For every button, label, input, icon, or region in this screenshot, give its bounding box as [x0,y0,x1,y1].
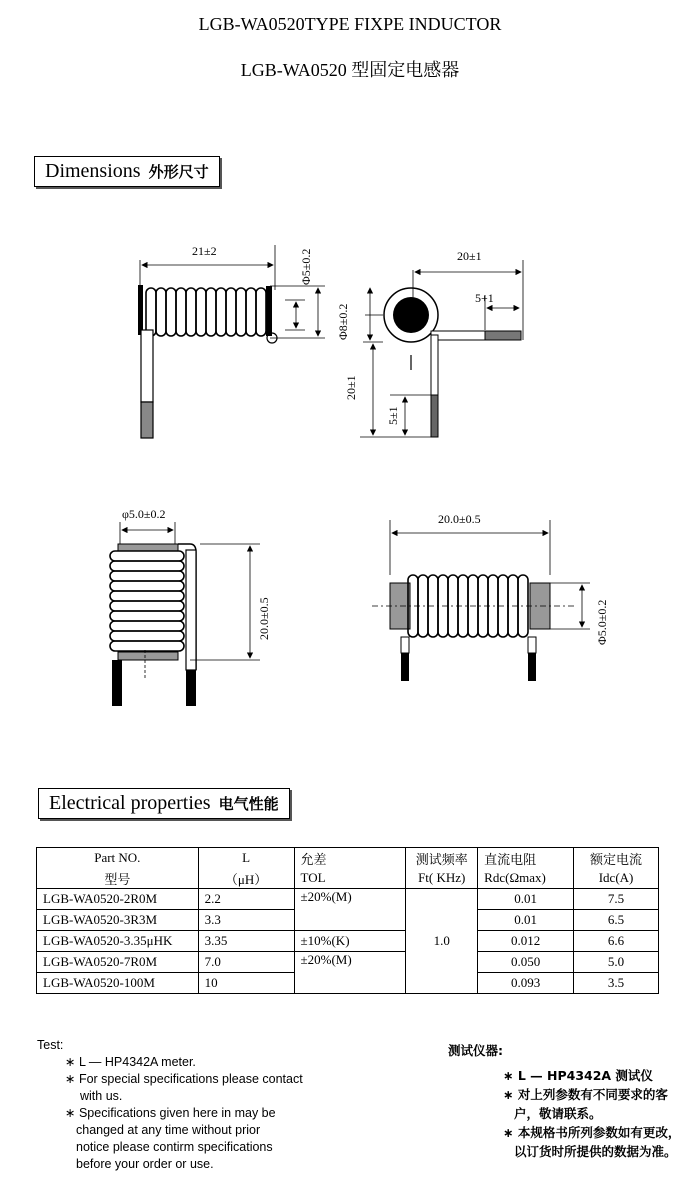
cell-rdc: 0.012 [478,931,574,952]
header-tol-en: TOL [294,868,406,889]
dimensions-label-cn: 外形尺寸 [148,163,209,181]
cell-idc: 5.0 [574,952,659,973]
dim-length-label: 21±2 [192,244,217,258]
cell-idc: 6.6 [574,931,659,952]
drawing-vertical-coil [100,500,290,715]
dim-outer-dia-label: Φ8±0.2 [336,303,350,340]
cell-tol-m2: ±20%(M) [294,952,406,994]
header-l: L [198,848,294,869]
test-heading-cn: 测试仪器: [448,1043,503,1058]
header-idc-unit: Idc(A) [574,868,659,889]
test-note-line: before your order or use. [76,1157,214,1171]
drawing-side-view [120,230,340,445]
cell-l: 10 [198,973,294,994]
table-header-row-2 [37,868,659,889]
title-cn: LGB-WA0520 型固定电感器 [240,60,460,80]
dim-vertical-height-label: 20.0±0.5 [257,597,271,640]
header-freq: 测试频率 [406,848,478,869]
drawing-end-view [335,240,535,445]
table-row [37,931,659,952]
test-note-line: changed at any time without prior [76,1123,261,1137]
test-note-line: with us. [80,1089,123,1103]
test-note-line-cn: 以订货时所提供的数据为准。 [514,1144,677,1159]
header-l-unit: （μH） [198,868,294,889]
cell-part: LGB-WA0520-3R3M [37,910,199,931]
electrical-label-cn: 电气性能 [218,795,279,813]
dim-horizontal-dia-label: Φ5.0±0.2 [595,599,609,645]
cell-rdc: 0.093 [478,973,574,994]
cell-idc: 7.5 [574,889,659,910]
cell-tol-m: ±20%(M) [294,889,406,931]
cell-part: LGB-WA0520-100M [37,973,199,994]
dim-vertical-dia-label: φ5.0±0.2 [122,507,166,521]
cell-part: LGB-WA0520-2R0M [37,889,199,910]
cell-part: LGB-WA0520-3.35μHK [37,931,199,952]
test-note-line-cn: ∗ 对上列参数有不同要求的客 [503,1087,668,1102]
test-note-line-cn: 户，敬请联系。 [514,1106,602,1121]
header-rdc: 直流电阻 [478,848,574,869]
cell-l: 3.35 [198,931,294,952]
dimensions-label-en: Dimensions [45,160,141,182]
table-header-row [37,848,659,869]
test-notes-cn [448,1041,680,1161]
dim-wire-dia-label: Φ5±0.2 [299,248,313,285]
header-freq-unit: Ft( KHz) [406,868,478,889]
cell-rdc: 0.01 [478,889,574,910]
cell-part: LGB-WA0520-7R0M [37,952,199,973]
title-en: LGB-WA0520TYPE FIXPE INDUCTOR [198,14,502,34]
drawing-horizontal-coil [360,505,620,690]
dim-horizontal-len-label: 20.0±0.5 [438,512,481,526]
test-note-line: notice please contirm specifications [76,1140,273,1154]
test-note-line-cn: ∗ L — HP4342A 测试仪 [503,1068,653,1083]
test-note-line: ∗ Specifications given here in may be [65,1106,276,1120]
cell-l: 3.3 [198,910,294,931]
test-heading-en: Test: [37,1038,64,1052]
cell-rdc: 0.01 [478,910,574,931]
cell-freq: 1.0 [406,889,478,994]
dim-end-height-label: 20±1 [344,375,358,400]
header-part-cn: 型号 [37,868,199,889]
cell-idc: 3.5 [574,973,659,994]
test-note-line-cn: ∗ 本规格书所列参数如有更改， [503,1125,681,1140]
table-row [37,952,659,973]
table-row [37,889,659,910]
cell-idc: 6.5 [574,910,659,931]
header-rdc-unit: Rdc(Ωmax) [478,868,574,889]
dim-lead-label: 5+1 [475,291,494,305]
electrical-section-label [38,788,290,819]
header-tol: 允差 [294,848,406,869]
cell-l: 2.2 [198,889,294,910]
dim-short-lead-label: 5±1 [386,406,400,425]
header-part: Part NO. [37,848,199,869]
cell-l: 7.0 [198,952,294,973]
test-note-line: ∗ L — HP4342A meter. [65,1055,196,1069]
dim-end-width-label: 20±1 [457,249,482,263]
electrical-label-en: Electrical properties [49,792,211,814]
cell-tol-k: ±10%(K) [294,931,406,952]
test-note-line: ∗ For special specifications please contact [65,1072,303,1086]
test-notes-en [37,1037,303,1173]
electrical-table [36,847,659,994]
dimensions-section-label [34,156,220,187]
header-idc: 额定电流 [574,848,659,869]
cell-rdc: 0.050 [478,952,574,973]
